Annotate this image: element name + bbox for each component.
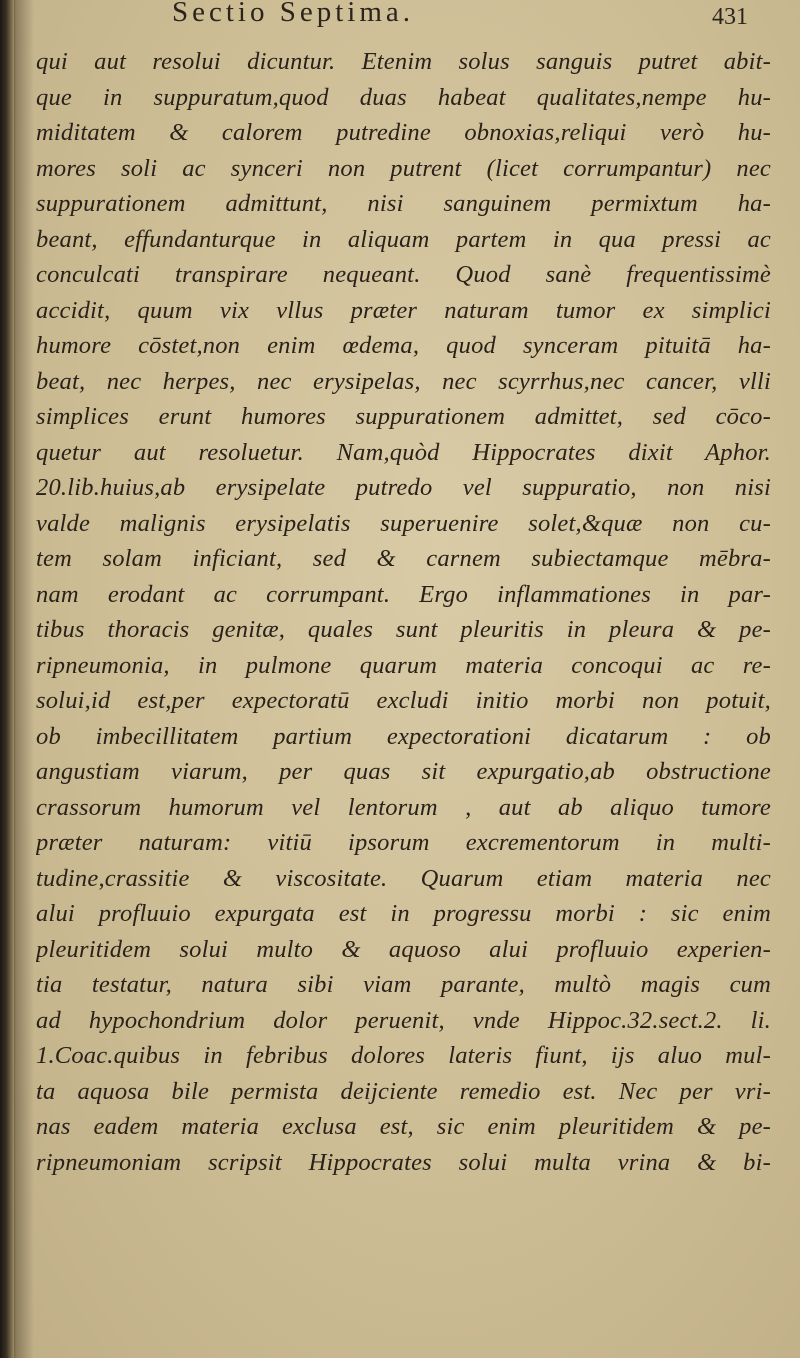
text-line: beant, effundanturque in aliquam partem in qua pressi ac: [36, 225, 771, 253]
text-line: conculcati transpirare nequeant. Quod sanè frequentissimè: [36, 261, 771, 288]
text-line: ta aquosa bile permista deijciente remedio est. Nec per vri-: [36, 1077, 771, 1105]
text-line: valde malignis erysipelatis superuenire solet,&quæ non cu-: [36, 509, 771, 537]
gutter-shadow: [14, 0, 34, 1358]
text-line: nas eadem materia exclusa est, sic enim pleuritidem & pe-: [36, 1113, 771, 1140]
text-line: tia testatur, natura sibi viam parante, multò magis cum: [36, 971, 771, 998]
text-line: ripneumoniam scripsit Hippocrates solui multa vrina & bi-: [36, 1148, 771, 1176]
text-line: accidit, quum vix vllus præter naturam tumor ex simplici: [36, 296, 771, 324]
text-line: 1.Coac.quibus in febribus dolores lateris fiunt, ijs aluo mul-: [36, 1042, 771, 1069]
text-line: 20.lib.huius,ab erysipelate putredo vel suppuratio, non nisi: [36, 474, 771, 501]
text-line: nam erodant ac corrumpant. Ergo inflammationes in par-: [36, 580, 771, 608]
text-line: mores soli ac synceri non putrent (licet corrumpantur) nec: [36, 154, 771, 182]
text-line: angustiam viarum, per quas sit expurgatio,ab obstructione: [36, 758, 771, 785]
text-line: præter naturam: vitiū ipsorum excrementorum in multi-: [36, 829, 771, 856]
running-head: Sectio Septima.: [172, 0, 415, 28]
page-number: 431: [712, 4, 748, 30]
text-line: beat, nec herpes, nec erysipelas, nec scyrrhus,nec cancer, vlli: [36, 367, 771, 395]
text-line: quetur aut resoluetur. Nam,quòd Hippocrates dixit Aphor.: [36, 438, 771, 466]
text-line: ripneumonia, in pulmone quarum materia concoqui ac re-: [36, 651, 771, 679]
text-line: suppurationem admittunt, nisi sanguinem permixtum ha-: [36, 190, 771, 217]
text-line: simplices erunt humores suppurationem admittet, sed cōco-: [36, 403, 771, 430]
page-header: [0, 0, 800, 34]
text-line: que in suppuratum,quod duas habeat qualitates,nempe hu-: [36, 83, 771, 111]
text-line: pleuritidem solui multo & aquoso alui profluuio experien-: [36, 935, 771, 963]
body-text: [36, 44, 771, 1180]
text-line: tem solam inficiant, sed & carnem subiectamque mēbra-: [36, 545, 771, 572]
text-line: tudine,crassitie & viscositate. Quarum etiam materia nec: [36, 864, 771, 892]
text-line: ad hypochondrium dolor peruenit, vnde Hippoc.32.sect.2. li.: [36, 1006, 771, 1034]
text-line: tibus thoracis genitæ, quales sunt pleuritis in pleura & pe-: [36, 616, 771, 643]
text-line: miditatem & calorem putredine obnoxias,reliqui verò hu-: [36, 119, 771, 146]
text-line: humore cōstet,non enim œdema, quod synceram pituitā ha-: [36, 332, 771, 359]
text-line: qui aut resolui dicuntur. Etenim solus sanguis putret abit-: [36, 48, 771, 75]
text-line: alui profluuio expurgata est in progressu morbi : sic enim: [36, 900, 771, 927]
text-line: crassorum humorum vel lentorum , aut ab aliquo tumore: [36, 793, 771, 821]
text-line: solui,id est,per expectoratū excludi initio morbi non potuit,: [36, 687, 771, 714]
text-line: ob imbecillitatem partium expectorationi dicatarum : ob: [36, 722, 771, 750]
